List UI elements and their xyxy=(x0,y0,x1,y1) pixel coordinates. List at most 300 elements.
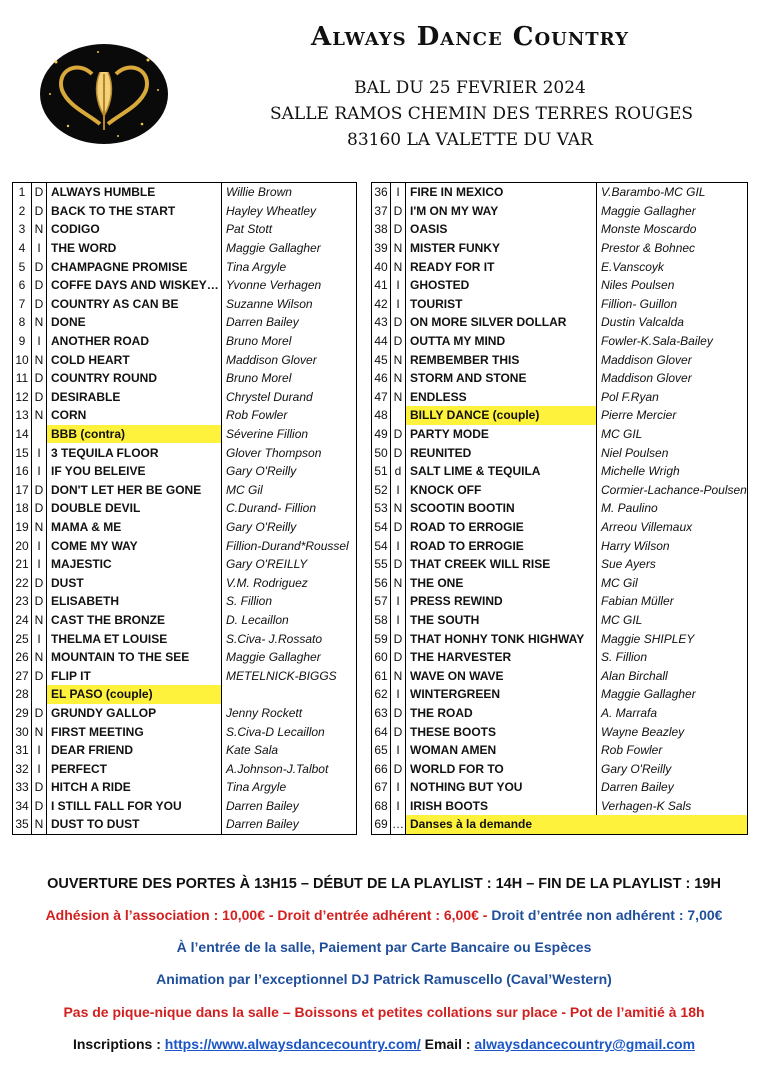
row-number: 38 xyxy=(372,220,391,239)
choreographer: Michelle Wrigh xyxy=(597,462,748,481)
row-number: 7 xyxy=(13,295,32,314)
table-row xyxy=(372,276,748,295)
dance-level: D xyxy=(32,778,47,797)
table-row xyxy=(13,648,357,667)
dance-level: I xyxy=(391,183,406,202)
table-row xyxy=(13,499,357,518)
row-number: 48 xyxy=(372,406,391,425)
table-row xyxy=(372,611,748,630)
dance-level: N xyxy=(391,499,406,518)
row-number: 41 xyxy=(372,276,391,295)
dance-level: I xyxy=(32,629,47,648)
table-row xyxy=(372,443,748,462)
dance-title: MAJESTIC xyxy=(47,555,222,574)
dance-level: D xyxy=(32,257,47,276)
table-row xyxy=(13,202,357,221)
table-row xyxy=(13,592,357,611)
table-row xyxy=(372,759,748,778)
row-number: 31 xyxy=(13,741,32,760)
choreographer: Maddison Glover xyxy=(597,350,748,369)
row-number: 51 xyxy=(372,462,391,481)
email-label: Email : xyxy=(420,1036,475,1052)
email-link[interactable]: alwaysdancecountry@gmail.com xyxy=(474,1036,696,1052)
row-number: 6 xyxy=(13,276,32,295)
choreographer: S.Civa- J.Rossato xyxy=(222,629,357,648)
page-title: Always Dance Country xyxy=(311,22,629,52)
choreographer: Séverine Fillion xyxy=(222,425,357,444)
event-date: BAL DU 25 FEVRIER 2024 xyxy=(354,78,586,98)
choreographer: Bruno Morel xyxy=(222,332,357,351)
choreographer: Maddison Glover xyxy=(597,369,748,388)
club-logo-image xyxy=(38,42,170,146)
dance-title: COUNTRY AS CAN BE xyxy=(47,295,222,314)
table-row xyxy=(13,573,357,592)
dance-level: N xyxy=(391,350,406,369)
dance-level: D xyxy=(32,499,47,518)
table-row xyxy=(372,295,748,314)
choreographer: MC GIL xyxy=(597,425,748,444)
dance-level: D xyxy=(32,797,47,816)
choreographer: Sue Ayers xyxy=(597,555,748,574)
table-row xyxy=(372,778,748,797)
row-number: 3 xyxy=(13,220,32,239)
choreographer: Glover Thompson xyxy=(222,443,357,462)
dance-title: FIRST MEETING xyxy=(47,722,222,741)
choreographer: Rob Fowler xyxy=(222,406,357,425)
choreographer: Maggie Gallagher xyxy=(597,685,748,704)
dance-title: THE HARVESTER xyxy=(406,648,597,667)
dance-title: PARTY MODE xyxy=(406,425,597,444)
dance-level: N xyxy=(391,666,406,685)
dance-title: I STILL FALL FOR YOU xyxy=(47,797,222,816)
choreographer: Alan Birchall xyxy=(597,666,748,685)
choreographer: Fowler-K.Sala-Bailey xyxy=(597,332,748,351)
table-row xyxy=(372,722,748,741)
table-row xyxy=(372,202,748,221)
dance-level: D xyxy=(32,295,47,314)
dance-level: I xyxy=(32,462,47,481)
dance-title: THE WORD xyxy=(47,239,222,258)
dance-level: D xyxy=(391,518,406,537)
row-number: 2 xyxy=(13,202,32,221)
dance-title: MISTER FUNKY xyxy=(406,239,597,258)
choreographer: Bruno Morel xyxy=(222,369,357,388)
row-number: 20 xyxy=(13,536,32,555)
dance-title: THE ROAD xyxy=(406,704,597,723)
table-row xyxy=(372,555,748,574)
row-number: 37 xyxy=(372,202,391,221)
dance-title: BILLY DANCE (couple) xyxy=(406,406,597,425)
table-row xyxy=(13,481,357,500)
choreographer: Gary O'REILLY xyxy=(222,555,357,574)
row-number: 27 xyxy=(13,666,32,685)
choreographer: Darren Bailey xyxy=(222,815,357,834)
table-row xyxy=(13,220,357,239)
dance-level: N xyxy=(391,573,406,592)
row-number: 9 xyxy=(13,332,32,351)
row-number: 45 xyxy=(372,350,391,369)
dance-title: THE SOUTH xyxy=(406,611,597,630)
dance-level: D xyxy=(32,388,47,407)
choreographer: Chrystel Durand xyxy=(222,388,357,407)
row-number: 53 xyxy=(372,499,391,518)
choreographer: Cormier-Lachance-Poulsen xyxy=(597,481,748,500)
choreographer: Maggie Gallagher xyxy=(222,239,357,258)
table-row xyxy=(372,313,748,332)
dance-level: D xyxy=(32,276,47,295)
row-number: 56 xyxy=(372,573,391,592)
dance-title: ELISABETH xyxy=(47,592,222,611)
row-number: 43 xyxy=(372,313,391,332)
dance-level: I xyxy=(391,741,406,760)
dance-level: D xyxy=(32,202,47,221)
row-number: 46 xyxy=(372,369,391,388)
dance-level: N xyxy=(391,369,406,388)
dance-title: WORLD FOR TO xyxy=(406,759,597,778)
dance-title: COUNTRY ROUND xyxy=(47,369,222,388)
dance-title: DESIRABLE xyxy=(47,388,222,407)
dance-title: FLIP IT xyxy=(47,666,222,685)
dance-level: D xyxy=(391,555,406,574)
table-row xyxy=(372,183,748,202)
table-row xyxy=(372,536,748,555)
row-number: 50 xyxy=(372,443,391,462)
venue-city: 83160 LA VALETTE DU VAR xyxy=(347,130,593,150)
pricing-line xyxy=(0,907,768,923)
row-number: 15 xyxy=(13,443,32,462)
table-row xyxy=(13,350,357,369)
choreographer: Wayne Beazley xyxy=(597,722,748,741)
dance-title: ROAD TO ERROGIE xyxy=(406,536,597,555)
dance-title: BBB (contra) xyxy=(47,425,222,444)
table-row xyxy=(372,685,748,704)
dance-title: ALWAYS HUMBLE xyxy=(47,183,222,202)
dance-title: OUTTA MY MIND xyxy=(406,332,597,351)
row-number: 57 xyxy=(372,592,391,611)
row-number: 47 xyxy=(372,388,391,407)
dance-level: D xyxy=(32,183,47,202)
choreographer: Kate Sala xyxy=(222,741,357,760)
row-number: 1 xyxy=(13,183,32,202)
choreographer: Monste Moscardo xyxy=(597,220,748,239)
dance-level: D xyxy=(391,722,406,741)
table-row xyxy=(13,704,357,723)
dance-level: D xyxy=(391,648,406,667)
table-row xyxy=(372,704,748,723)
website-link[interactable]: https://www.alwaysdancecountry.com/ xyxy=(164,1036,421,1052)
dance-level: D xyxy=(391,443,406,462)
table-row xyxy=(13,406,357,425)
dance-title: KNOCK OFF xyxy=(406,481,597,500)
table-row xyxy=(13,555,357,574)
dance-level xyxy=(391,406,406,425)
dance-level: N xyxy=(32,350,47,369)
choreographer: Pol F.Ryan xyxy=(597,388,748,407)
row-number: 28 xyxy=(13,685,32,704)
dance-level: I xyxy=(391,295,406,314)
dance-level: D xyxy=(391,313,406,332)
dance-level: D xyxy=(32,573,47,592)
dance-title: THE ONE xyxy=(406,573,597,592)
table-row xyxy=(372,648,748,667)
row-number: 54 xyxy=(372,536,391,555)
dance-level: I xyxy=(391,797,406,816)
table-row xyxy=(13,313,357,332)
row-number: 35 xyxy=(13,815,32,834)
dance-title: PERFECT xyxy=(47,759,222,778)
table-row xyxy=(372,388,748,407)
table-row xyxy=(372,406,748,425)
dance-title: READY FOR IT xyxy=(406,257,597,276)
table-row xyxy=(13,462,357,481)
table-row xyxy=(13,388,357,407)
row-number: 29 xyxy=(13,704,32,723)
choreographer: Tina Argyle xyxy=(222,257,357,276)
table-row xyxy=(13,183,357,202)
row-number: 49 xyxy=(372,425,391,444)
table-row xyxy=(372,239,748,258)
choreographer: Fillion- Guillon xyxy=(597,295,748,314)
choreographer: Gary O'Reilly xyxy=(222,462,357,481)
member-pricing: Adhésion à l’association : 10,00€ - Droit d’entrée adhérent : 6,00€ - xyxy=(45,907,492,923)
dance-level: d xyxy=(391,462,406,481)
dance-title: ENDLESS xyxy=(406,388,597,407)
row-number: 21 xyxy=(13,555,32,574)
table-row xyxy=(372,425,748,444)
row-number: 16 xyxy=(13,462,32,481)
row-number: 22 xyxy=(13,573,32,592)
dance-level: I xyxy=(32,741,47,760)
dance-level: I xyxy=(32,759,47,778)
row-number: 40 xyxy=(372,257,391,276)
dance-title: COLD HEART xyxy=(47,350,222,369)
choreographer xyxy=(222,685,357,704)
dance-title: ANOTHER ROAD xyxy=(47,332,222,351)
dance-title: I'M ON MY WAY xyxy=(406,202,597,221)
dance-level: I xyxy=(32,332,47,351)
dance-level: D xyxy=(391,759,406,778)
row-number: 12 xyxy=(13,388,32,407)
dance-level: I xyxy=(391,592,406,611)
dance-title: THESE BOOTS xyxy=(406,722,597,741)
row-number: 4 xyxy=(13,239,32,258)
row-number: 10 xyxy=(13,350,32,369)
dance-level: N xyxy=(32,220,47,239)
table-row xyxy=(372,350,748,369)
choreographer: Harry Wilson xyxy=(597,536,748,555)
choreographer: Hayley Wheatley xyxy=(222,202,357,221)
dance-title: CAST THE BRONZE xyxy=(47,611,222,630)
row-number: 8 xyxy=(13,313,32,332)
table-row xyxy=(372,629,748,648)
choreographer: Jenny Rockett xyxy=(222,704,357,723)
dance-level: I xyxy=(32,555,47,574)
dance-title: IF YOU BELEIVE xyxy=(47,462,222,481)
table-row xyxy=(372,518,748,537)
dance-title: CORN xyxy=(47,406,222,425)
choreographer: A.Johnson-J.Talbot xyxy=(222,759,357,778)
row-number: 33 xyxy=(13,778,32,797)
venue-name: SALLE RAMOS CHEMIN DES TERRES ROUGES xyxy=(270,104,694,124)
choreographer: Suzanne Wilson xyxy=(222,295,357,314)
table-row xyxy=(13,239,357,258)
dance-level: D xyxy=(391,425,406,444)
table-row xyxy=(13,685,357,704)
inscriptions-label: Inscriptions : xyxy=(72,1036,165,1052)
dance-title: STORM AND STONE xyxy=(406,369,597,388)
dance-level: D xyxy=(32,369,47,388)
row-number: 59 xyxy=(372,629,391,648)
table-row xyxy=(13,257,357,276)
row-number: 25 xyxy=(13,629,32,648)
table-row xyxy=(13,741,357,760)
choreographer: Darren Bailey xyxy=(597,778,748,797)
dance-level: D xyxy=(32,592,47,611)
dance-title: EL PASO (couple) xyxy=(47,685,222,704)
dance-title: Danses à la demande xyxy=(406,815,748,834)
dance-title: COFFE DAYS AND WISKEY… xyxy=(47,276,222,295)
row-number: 62 xyxy=(372,685,391,704)
dance-title: BACK TO THE START xyxy=(47,202,222,221)
non-member-pricing: Droit d’entrée non adhérent : 7,00€ xyxy=(491,907,723,923)
choreographer: Willie Brown xyxy=(222,183,357,202)
dance-title: NOTHING BUT YOU xyxy=(406,778,597,797)
row-number: 30 xyxy=(13,722,32,741)
dance-title: OASIS xyxy=(406,220,597,239)
dance-level: N xyxy=(32,406,47,425)
dance-level: N xyxy=(391,257,406,276)
choreographer: Prestor & Bohnec xyxy=(597,239,748,258)
dance-title: DOUBLE DEVIL xyxy=(47,499,222,518)
choreographer: Niles Poulsen xyxy=(597,276,748,295)
picnic-info: Pas de pique-nique dans la salle – Boissons et petites collations sur place - Pot de l’amitié à 18h xyxy=(63,1004,705,1020)
row-number: 32 xyxy=(13,759,32,778)
table-row xyxy=(372,257,748,276)
row-number: 36 xyxy=(372,183,391,202)
row-number: 26 xyxy=(13,648,32,667)
dance-title: REMBEMBER THIS xyxy=(406,350,597,369)
dance-title: THELMA ET LOUISE xyxy=(47,629,222,648)
row-number: 60 xyxy=(372,648,391,667)
dance-level: I xyxy=(391,536,406,555)
row-number: 55 xyxy=(372,555,391,574)
dance-title: WINTERGREEN xyxy=(406,685,597,704)
row-number: 5 xyxy=(13,257,32,276)
choreographer: Arreou Villemaux xyxy=(597,518,748,537)
choreographer: METELNICK-BIGGS xyxy=(222,666,357,685)
dance-level: N xyxy=(32,313,47,332)
choreographer: E.Vanscoyk xyxy=(597,257,748,276)
table-row xyxy=(13,666,357,685)
table-row xyxy=(372,797,748,816)
table-row xyxy=(13,778,357,797)
dance-level: I xyxy=(32,239,47,258)
table-row xyxy=(13,369,357,388)
choreographer: MC Gil xyxy=(222,481,357,500)
dance-title: FIRE IN MEXICO xyxy=(406,183,597,202)
choreographer: Darren Bailey xyxy=(222,313,357,332)
dance-title: ROAD TO ERROGIE xyxy=(406,518,597,537)
row-number: 34 xyxy=(13,797,32,816)
row-number: 68 xyxy=(372,797,391,816)
dance-level: I xyxy=(391,481,406,500)
row-number: 42 xyxy=(372,295,391,314)
dance-level: N xyxy=(391,388,406,407)
dance-title: MOUNTAIN TO THE SEE xyxy=(47,648,222,667)
choreographer: Gary O'Reilly xyxy=(597,759,748,778)
choreographer: Tina Argyle xyxy=(222,778,357,797)
row-number: 13 xyxy=(13,406,32,425)
playlist-table-left xyxy=(12,182,357,835)
dance-level xyxy=(32,425,47,444)
dance-level: I xyxy=(391,276,406,295)
dance-title: 3 TEQUILA FLOOR xyxy=(47,443,222,462)
dance-level: N xyxy=(391,239,406,258)
choreographer: Yvonne Verhagen xyxy=(222,276,357,295)
dance-level: D xyxy=(391,704,406,723)
row-number: 61 xyxy=(372,666,391,685)
row-number: 23 xyxy=(13,592,32,611)
dance-title: DUST xyxy=(47,573,222,592)
dance-title: CODIGO xyxy=(47,220,222,239)
dance-title: WOMAN AMEN xyxy=(406,741,597,760)
dance-title: GHOSTED xyxy=(406,276,597,295)
table-row xyxy=(13,722,357,741)
dance-title: DONE xyxy=(47,313,222,332)
choreographer: Pat Stott xyxy=(222,220,357,239)
row-number: 39 xyxy=(372,239,391,258)
dance-level: N xyxy=(32,722,47,741)
dance-level: I xyxy=(391,778,406,797)
dance-title: SCOOTIN BOOTIN xyxy=(406,499,597,518)
playlist-table-right xyxy=(371,182,748,835)
table-row xyxy=(13,276,357,295)
table-row xyxy=(13,536,357,555)
choreographer: Maggie SHIPLEY xyxy=(597,629,748,648)
table-row xyxy=(13,815,357,834)
row-number: 52 xyxy=(372,481,391,500)
dance-level xyxy=(32,685,47,704)
choreographer: MC GIL xyxy=(597,611,748,630)
dance-level: D xyxy=(32,704,47,723)
dance-level: … xyxy=(391,815,406,834)
registration-line xyxy=(0,1036,768,1052)
dance-title: THAT HONHY TONK HIGHWAY xyxy=(406,629,597,648)
row-number: 17 xyxy=(13,481,32,500)
dance-title: SALT LIME & TEQUILA xyxy=(406,462,597,481)
dance-level: I xyxy=(32,536,47,555)
choreographer: M. Paulino xyxy=(597,499,748,518)
dj-info: Animation par l’exceptionnel DJ Patrick Ramuscello (Caval’Western) xyxy=(156,971,612,987)
table-row xyxy=(372,741,748,760)
table-row xyxy=(13,295,357,314)
table-row xyxy=(13,759,357,778)
row-number: 14 xyxy=(13,425,32,444)
row-number: 54 xyxy=(372,518,391,537)
dance-title: COME MY WAY xyxy=(47,536,222,555)
opening-hours: OUVERTURE DES PORTES À 13H15 – DÉBUT DE LA PLAYLIST : 14H – FIN DE LA PLAYLIST : 19H xyxy=(47,876,721,892)
choreographer: Pierre Mercier xyxy=(597,406,748,425)
table-row xyxy=(13,518,357,537)
table-row xyxy=(13,629,357,648)
choreographer: Verhagen-K Sals xyxy=(597,797,748,816)
choreographer: S.Civa-D Lecaillon xyxy=(222,722,357,741)
table-row xyxy=(372,592,748,611)
table-row xyxy=(372,462,748,481)
table-row xyxy=(13,797,357,816)
row-number: 63 xyxy=(372,704,391,723)
dance-title: PRESS REWIND xyxy=(406,592,597,611)
